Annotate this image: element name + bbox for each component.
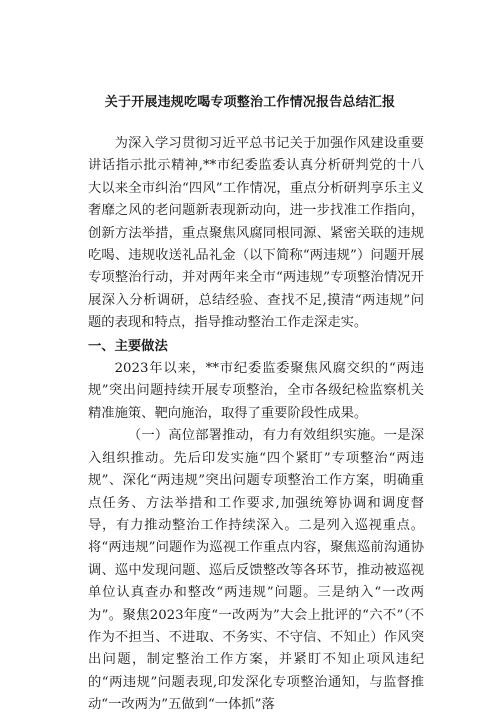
section-heading-main-practices: 一、主要做法 (88, 338, 168, 354)
section-paragraph-deployment: （一）高位部署推动，有力有效组织实施。一是深入组织推动。先后印发实施“四个紧盯”专项整治“两违规”、深化“两违规”突出问题专项整治工作方案，明确重点任务、方法举措和工作要求,加强统筹协调和调度督导，有力推动整治工作持续深入。二是列入巡视重点。将“两违规”问题作为巡视工作重点内容，聚焦巡前沟通协调、巡中发现问题、巡后反馈整改等各环节，推动被巡视单位认真查办和整改“两违规”问题。三是纳入“一改两为”。聚焦2023年度“一改两为”大会上批评的“六不”（不作为不担当、不进取、不务实、不守信、不知止）作风突出问题，制定整治工作方案，并紧盯不知止项风违纪的“两违规”问题表现,印发深化专项整治通知，与监督推动“一改两为”五做到“一体抓”落 (88, 428, 424, 713)
document-title: 关于开展违规吃喝专项整治工作情况报告总结汇报 (104, 95, 396, 110)
document-body (88, 133, 424, 717)
intro-paragraph: 为深入学习贯彻习近平总书记关于加强作风建设重要讲话指示批示精神,**市纪委监委认真分析研判党的十八大以来全市纠治“四风”工作情况，重点分析研判享乐主义奢靡之风的老问题新表现新动向，进一步找准工作指向，创新方法举措，重点聚焦风腐同根同源、紧密关联的违规吃喝、违规收送礼品礼金（以下简称“两违规”）问题开展专项整治行动，并对两年来全市“两违规”专项整治情况开展深入分析调研，总结经验、查找不足,摸清“两违规”问题的表现和特点，指导推动整治工作走深走实。 (88, 136, 424, 331)
section-paragraph-overview: 2023年以来，**市纪委监委聚焦风腐交织的“两违规”突出问题持续开展专项整治，全市各级纪检监察机关精准施策、靶向施治，取得了重要阶段性成果。 (88, 361, 424, 421)
